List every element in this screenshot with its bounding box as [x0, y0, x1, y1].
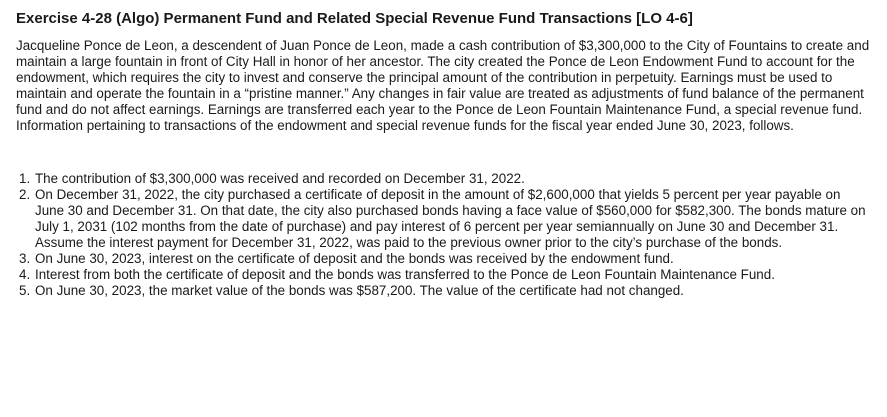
exercise-title: Exercise 4-28 (Algo) Permanent Fund and Related Special Revenue Fund Transactions [LO 4-6]: [16, 10, 693, 27]
list-item: [16, 267, 871, 283]
list-item-number: 1.: [19, 170, 31, 186]
exercise-intro: Jacqueline Ponce de Leon, a descendent of Juan Ponce de Leon, made a cash contribution of $3,300,000 to the City of Fountains to create and maintain a large fountain in front of City Hall in honor of her ancestor. The city created the Ponce de Leon Endowment Fund to account for the endowment, which requires the city to invest and conserve the principal amount of the contribution in perpetuity. Earnings must be used to maintain and operate the fountain in a “pristine manner.” Any changes in fair value are treated as adjustments of fund balance of the permanent fund and do not affect earnings. Earnings are transferred each year to the Ponce de Leon Fountain Maintenance Fund, a special revenue fund. Information pertaining to transactions of the endowment and special revenue funds for the fiscal year ended June 30, 2023, follows.: [16, 38, 870, 134]
list-item-number: 4.: [19, 267, 31, 283]
list-item-number: 5.: [19, 283, 31, 299]
transaction-list: [16, 171, 871, 300]
list-item-text: On June 30, 2023, interest on the certificate of deposit and the bonds was received by the endowment fund.: [35, 251, 674, 267]
list-item-number: 3.: [19, 251, 31, 267]
list-item-text: On December 31, 2022, the city purchased a certificate of deposit in the amount of $2,600,000 that yields 5 percent per year payable on June 30 and December 31. On that date, the city also purchased bonds having a face value of $560,000 for $582,300. The bonds mature on July 1, 2031 (102 months from the date of purchase) and pay interest of 6 percent per year semiannually on June 30 and December 31. Assume the interest payment for December 31, 2022, was paid to the previous owner prior to the city’s purchase of the bonds.: [35, 186, 866, 250]
list-item-text: Interest from both the certificate of deposit and the bonds was transferred to the Ponce de Leon Fountain Maintenance Fund.: [35, 267, 775, 283]
list-item-text: The contribution of $3,300,000 was received and recorded on December 31, 2022.: [35, 170, 525, 186]
list-item-number: 2.: [19, 186, 31, 202]
list-item-text: On June 30, 2023, the market value of the bonds was $587,200. The value of the certificate had not changed.: [35, 283, 684, 299]
list-item: [16, 171, 871, 187]
list-item: [16, 283, 871, 299]
list-item: [16, 187, 871, 251]
list-item: [16, 251, 871, 267]
